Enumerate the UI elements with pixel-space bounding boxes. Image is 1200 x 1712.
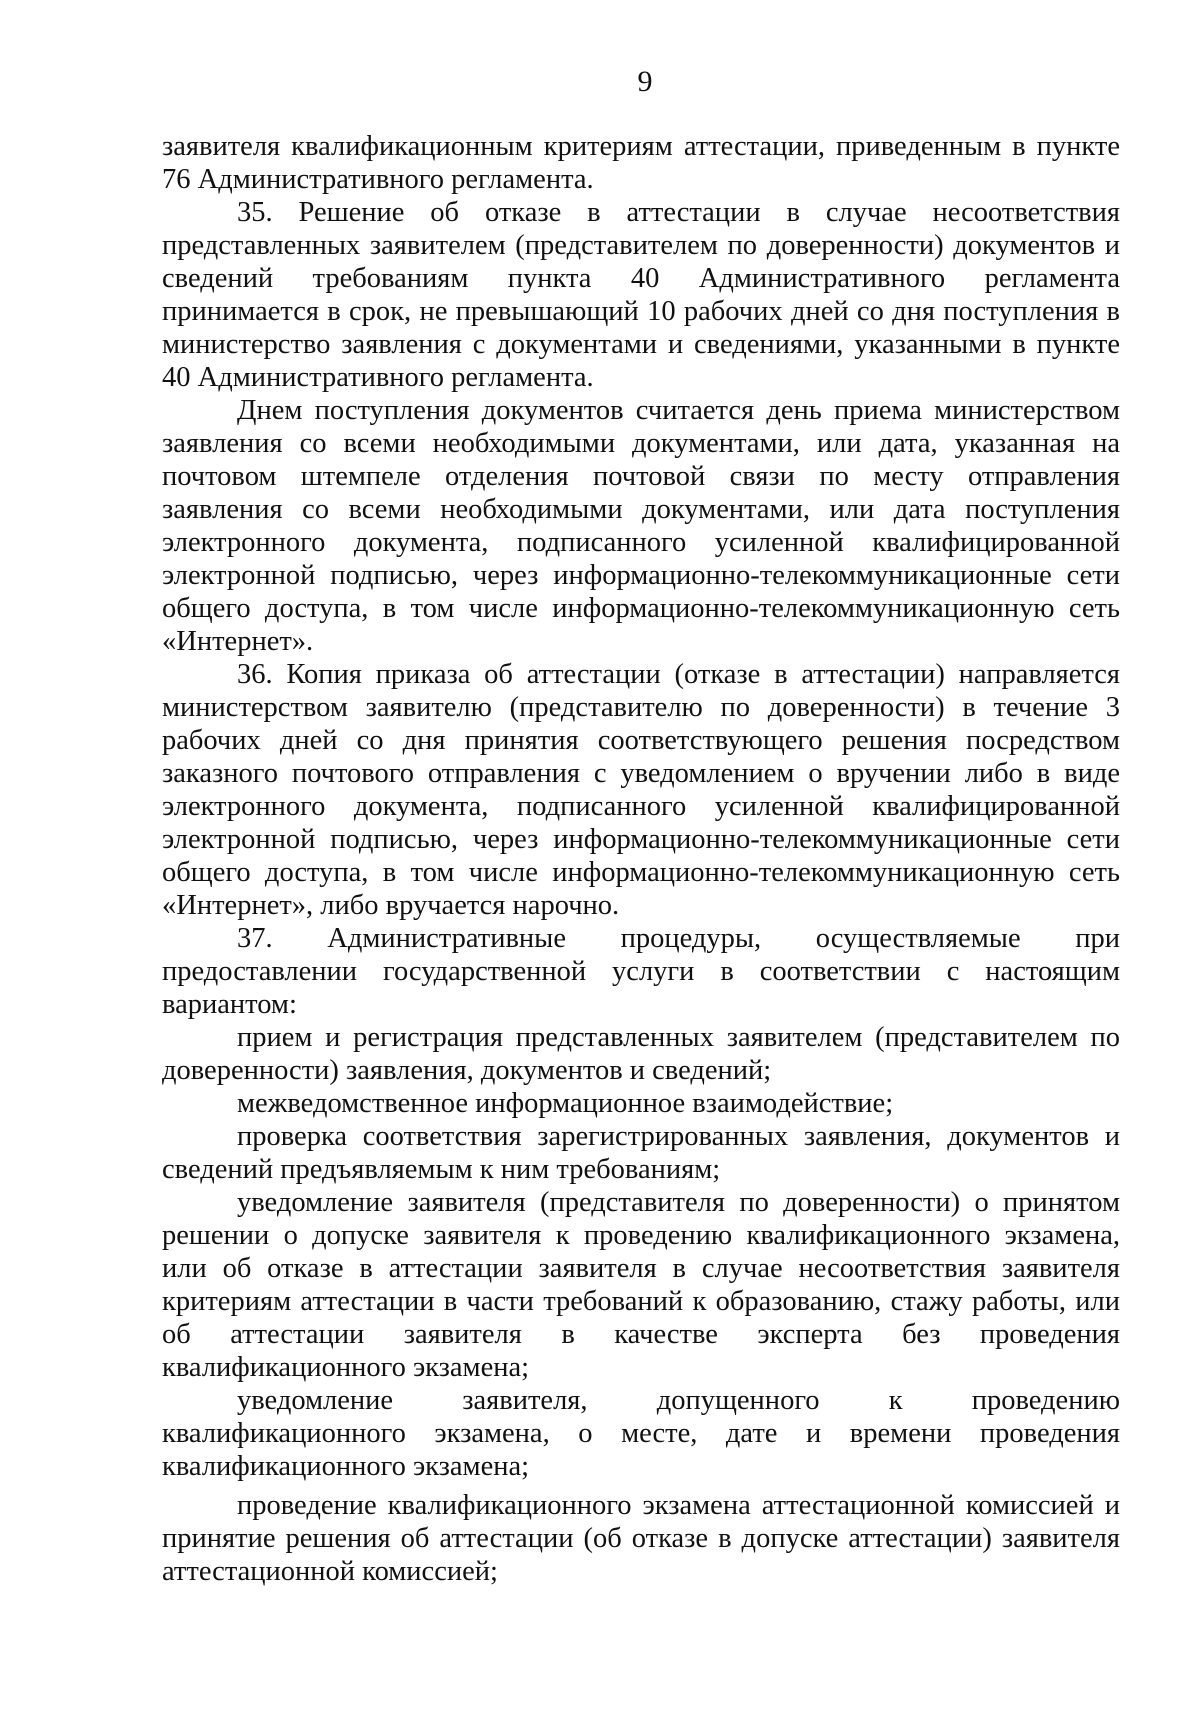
list-item-notification-exam: уведомление заявителя, допущенного к проведению квалификационного экзамена, о месте, дате и времени проведения квалификационного экзамена; <box>162 1385 1120 1482</box>
list-item-interagency: межведомственное информационное взаимодействие; <box>237 1088 894 1119</box>
list-item-exam: проведение квалификационного экзамена аттестационной комиссией и принятие решения об аттестации (об отказе в допуске аттестации) заявителя аттестационной комиссией; <box>162 1490 1120 1587</box>
list-item-notification-decision: уведомление заявителя (представителя по доверенности) о принятом решении о допуске заявителя к проведению квалификационного экзамена, или об отказе в аттестации заявителя в случае несоответствия заявителя критериям аттестации в части требований к образованию, стажу работы, или об аттестации заявителя в качестве эксперта без проведения квалификационного экзамена; <box>162 1187 1120 1383</box>
paragraph-item-35: 35. Решение об отказе в аттестации в случае несоответствия представленных заявителем (представителем по доверенности) документов и сведений требованиям пункта 40 Административного регламента принимается в срок, не превышающий 10 рабочих дней со дня поступления в министерство заявления с документами и сведениями, указанными в пункте 40 Административного регламента. <box>162 197 1120 393</box>
paragraph-item-37: 37. Административные процедуры, осуществляемые при предоставлении государственной услуги в соответствии с настоящим вариантом: <box>162 923 1120 1020</box>
paragraph-item-36: 36. Копия приказа об аттестации (отказе в аттестации) направляется министерством заявителю (представителю по доверенности) в течение 3 рабочих дней со дня принятия соответствующего решения посредством заказного почтового отправления с уведомлением о вручении либо в виде электронного документа, подписанного усиленной квалифицированной электронной подписью, через информационно-телекоммуникационные сети общего доступа, в том числе информационно-телекоммуникационную сеть «Интернет», либо вручается нарочно. <box>162 659 1120 921</box>
paragraph-continuation: заявителя квалификационным критериям аттестации, приведенным в пункте 76 Административного регламента. <box>162 131 1120 195</box>
page-number: 9 <box>637 65 653 98</box>
document-body <box>162 130 1120 1588</box>
list-item-verification: проверка соответствия зарегистрированных заявления, документов и сведений предъявляемым к ним требованиям; <box>162 1121 1120 1185</box>
list-item-reception: прием и регистрация представленных заявителем (представителем по доверенности) заявления, документов и сведений; <box>162 1022 1120 1086</box>
paragraph-receipt-date: Днем поступления документов считается день приема министерством заявления со всеми необходимыми документами, или дата, указанная на почтовом штемпеле отделения почтовой связи по месту отправления заявления со всеми необходимыми документами, или дата поступления электронного документа, подписанного усиленной квалифицированной электронной подписью, через информационно-телекоммуникационные сети общего доступа, в том числе информационно-телекоммуникационную сеть «Интернет». <box>162 395 1120 657</box>
